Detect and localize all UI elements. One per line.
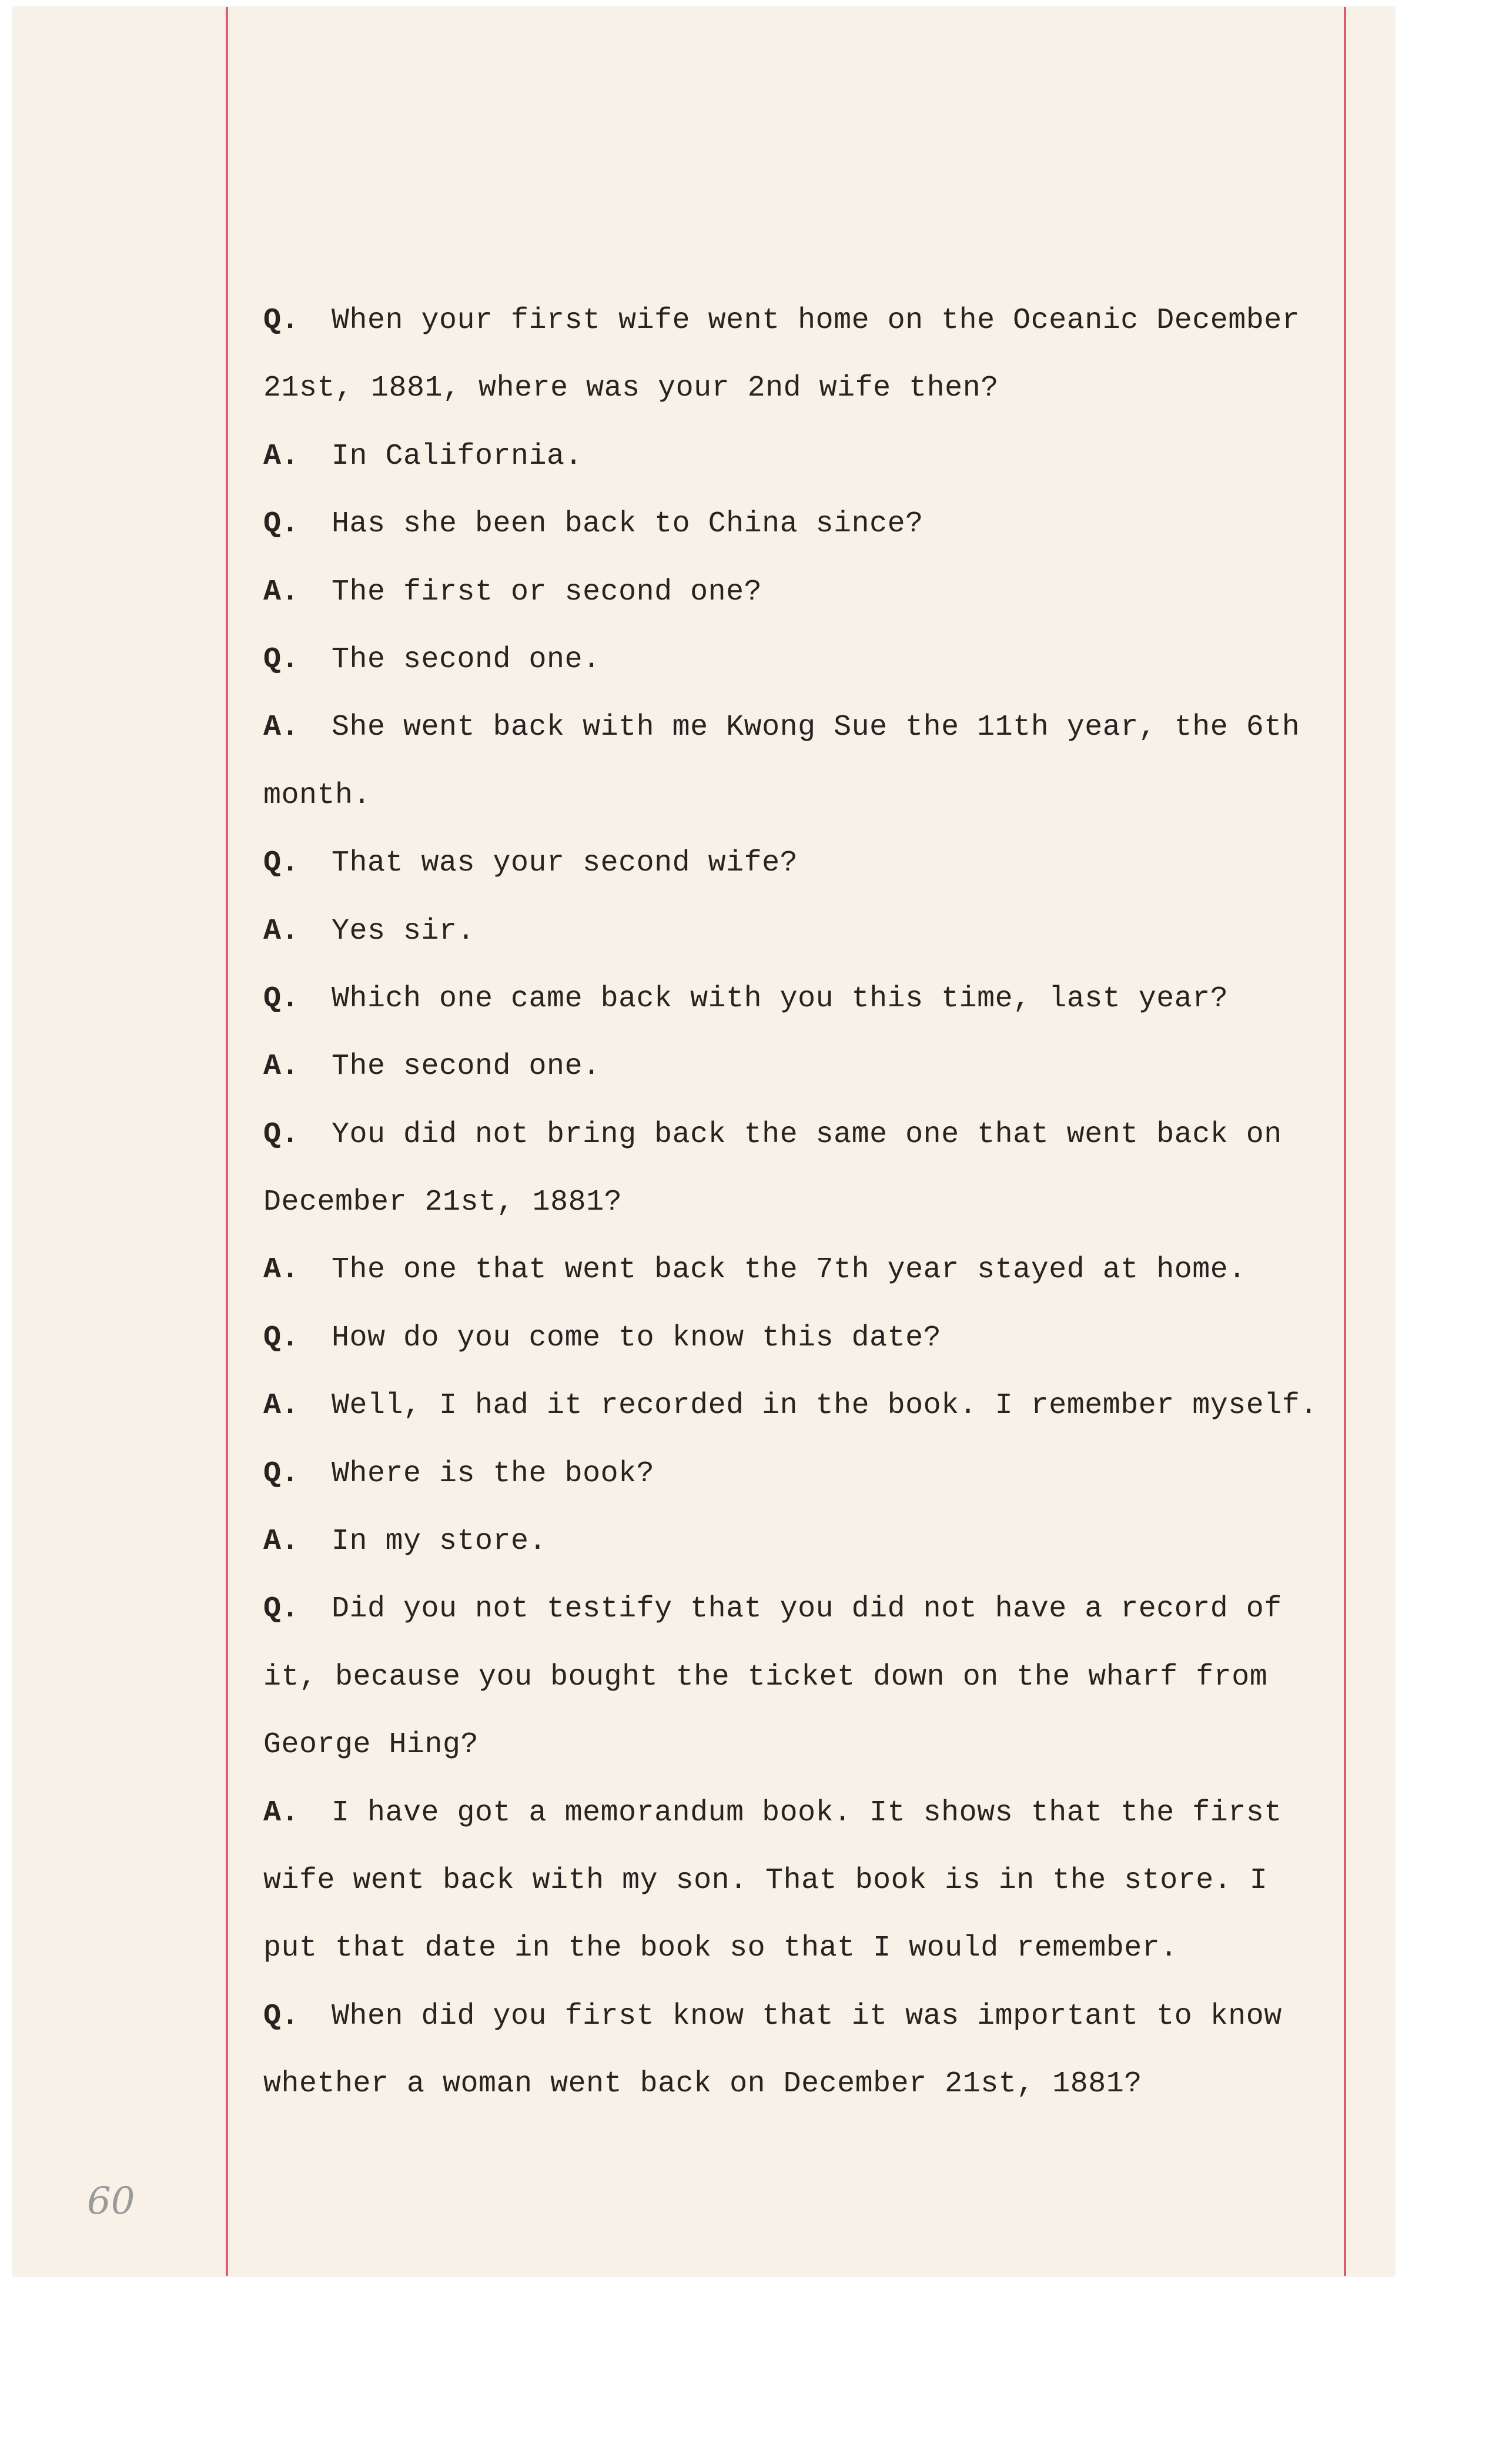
transcript-line — [263, 1575, 1298, 1643]
line-text: December 21st, 1881? — [263, 1186, 623, 1220]
line-text: George Hing? — [263, 1728, 479, 1762]
line-text: 21st, 1881, where was your 2nd wife then? — [263, 371, 999, 406]
transcript-line — [263, 1169, 1298, 1236]
speaker-marker: Q. — [263, 1999, 300, 2033]
transcript-line — [263, 965, 1298, 1033]
line-text: Where is the book? — [332, 1457, 655, 1491]
line-text: That was your second wife? — [332, 846, 798, 881]
line-text: In California. — [332, 439, 583, 473]
speaker-marker: Q. — [263, 1321, 300, 1355]
line-text: Well, I had it recorded in the book. I remember myself. — [332, 1389, 1318, 1423]
speaker-marker: Q. — [263, 1117, 300, 1151]
line-text: I have got a memorandum book. It shows that the first — [332, 1796, 1282, 1830]
line-text: Did you not testify that you did not have a record of — [332, 1592, 1282, 1626]
line-text: How do you come to know this date? — [332, 1321, 942, 1355]
line-text: The first or second one? — [332, 575, 762, 609]
transcript-line — [263, 1711, 1298, 1779]
speaker-marker: A. — [263, 439, 300, 473]
line-text: When did you first know that it was important to know — [332, 1999, 1282, 2033]
speaker-marker: A. — [263, 1253, 300, 1287]
transcript-line — [263, 1508, 1298, 1575]
transcript-line — [263, 694, 1298, 761]
transcript-line — [263, 1236, 1298, 1304]
transcript-line — [263, 1101, 1298, 1169]
speaker-marker: Q. — [263, 507, 300, 541]
transcript-line — [263, 829, 1298, 897]
speaker-marker: Q. — [263, 1457, 300, 1491]
transcript-line — [263, 626, 1298, 694]
line-text: The second one. — [332, 1050, 601, 1084]
handwritten-page-number: 60 — [87, 2180, 135, 2223]
speaker-marker: Q. — [263, 846, 300, 881]
left-margin-rule — [226, 7, 228, 2276]
transcript-line — [263, 490, 1298, 558]
line-text: She went back with me Kwong Sue the 11th year, the 6th — [332, 711, 1300, 745]
testimony-transcript — [263, 287, 1318, 2118]
transcript-line — [263, 898, 1298, 965]
speaker-marker: A. — [263, 575, 300, 609]
speaker-marker: Q. — [263, 982, 300, 1016]
transcript-line — [263, 1914, 1298, 1982]
line-text: You did not bring back the same one that went back on — [332, 1117, 1282, 1151]
line-text: put that date in the book so that I would remember. — [263, 1931, 1178, 1966]
line-text: wife went back with my son. That book is in the store. I — [263, 1863, 1268, 1897]
line-text: The second one. — [332, 642, 601, 677]
transcript-line — [263, 762, 1298, 829]
transcript-line — [263, 354, 1298, 422]
transcript-line — [263, 1847, 1298, 1914]
line-text: Which one came back with you this time, last year? — [332, 982, 1229, 1016]
speaker-marker: Q. — [263, 304, 300, 337]
line-text: whether a woman went back on December 21st, 1881? — [263, 2067, 1142, 2101]
line-text: The one that went back the 7th year stayed at home. — [332, 1253, 1246, 1287]
transcript-line — [263, 423, 1298, 490]
speaker-marker: A. — [263, 1796, 300, 1830]
transcript-line — [263, 287, 1298, 354]
line-text: When your first wife went home on the Oceanic December — [332, 304, 1300, 337]
speaker-marker: A. — [263, 1050, 300, 1084]
transcript-line — [263, 1372, 1318, 1439]
line-text: Has she been back to China since? — [332, 507, 924, 541]
transcript-line — [263, 2050, 1298, 2118]
speaker-marker: A. — [263, 711, 300, 745]
transcript-line — [263, 1033, 1298, 1100]
transcript-line — [263, 1643, 1298, 1711]
transcript-line — [263, 1304, 1298, 1372]
speaker-marker: Q. — [263, 1592, 300, 1626]
speaker-marker: A. — [263, 1525, 300, 1559]
transcript-line — [263, 1440, 1298, 1508]
line-text: In my store. — [332, 1525, 547, 1559]
speaker-marker: Q. — [263, 642, 300, 677]
right-margin-rule — [1344, 7, 1346, 2276]
speaker-marker: A. — [263, 914, 300, 948]
line-text: month. — [263, 778, 372, 812]
speaker-marker: A. — [263, 1389, 300, 1423]
line-text: Yes sir. — [332, 914, 476, 948]
line-text: it, because you bought the ticket down on the wharf from — [263, 1660, 1268, 1694]
transcript-line — [263, 1779, 1298, 1847]
transcript-line — [263, 1983, 1298, 2050]
transcript-line — [263, 558, 1298, 626]
